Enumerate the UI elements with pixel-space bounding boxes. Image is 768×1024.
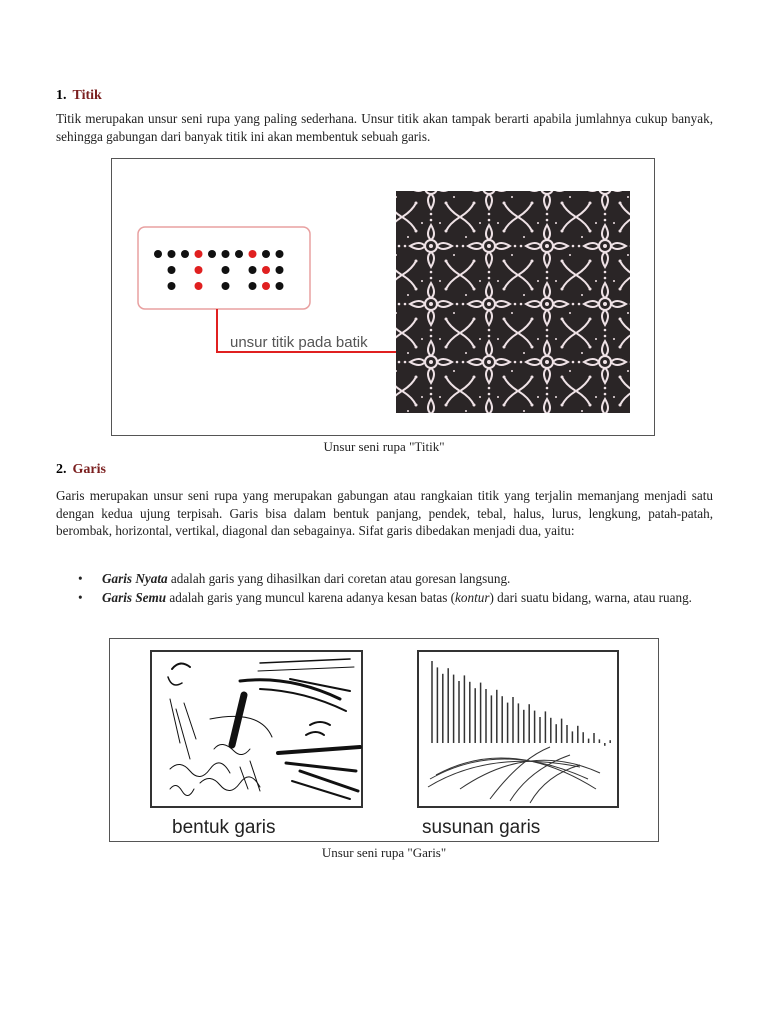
bentuk-garis-box: [151, 651, 362, 807]
caption-garis: Unsur seni rupa "Garis": [321, 845, 447, 860]
dot: [168, 250, 176, 258]
figure-label-bentuk-garis: bentuk garis: [172, 817, 276, 838]
figure-garis-illustration: [110, 639, 657, 840]
dot: [276, 250, 284, 258]
list-item: [78, 570, 718, 588]
figure-titik: [111, 158, 655, 436]
section-heading-garis: [56, 462, 106, 478]
section-title: Titik: [72, 88, 102, 103]
paragraph-garis: Garis merupakan unsur seni rupa yang merupakan gabungan atau rangkaian titik yang terjalin memanjang menjadi satu dengan kedua ujung terpisah. Garis bisa dalam bentuk panjang, pendek, tebal, halus, lurus, lengkung, patah-patah, berombak, horizontal, vertikal, diagonal dan sebagainya. Sifat garis dibedakan menjadi dua, yaitu:: [56, 488, 713, 538]
section-title: Garis: [72, 462, 106, 477]
list-item: [78, 589, 718, 607]
dot: [262, 250, 270, 258]
dot: [168, 266, 176, 274]
dot: [276, 266, 284, 274]
bullet-text: adalah garis yang dihasilkan dari coretan atau goresan langsung.: [167, 571, 511, 586]
dot: [222, 266, 230, 274]
dot: [181, 250, 189, 258]
paragraph-titik: Titik merupakan unsur seni rupa yang paling sederhana. Unsur titik akan tampak berarti apabila jumlahnya cukup banyak, sehingga gabungan dari banyak titik ini akan membentuk sebuah garis.: [56, 111, 713, 144]
dot: [262, 282, 270, 290]
dot: [222, 282, 230, 290]
bullet-icon: •: [78, 571, 83, 586]
bullet-icon: •: [78, 589, 83, 605]
section-number: 2.: [56, 462, 67, 477]
bullet-text: ) dari suatu bidang, warna, atau ruang.: [489, 589, 692, 605]
dot: [195, 282, 203, 290]
bullet-term: Garis Nyata: [102, 571, 168, 586]
bullet-text: adalah garis yang muncul karena adanya kesan batas (: [166, 589, 456, 605]
dot: [222, 250, 230, 258]
caption-titik: Unsur seni rupa "Titik": [323, 439, 445, 454]
figure-label-titik: unsur titik pada batik: [230, 334, 368, 351]
dot: [262, 266, 270, 274]
bullet-italic: kontur: [455, 589, 490, 605]
dot: [195, 266, 203, 274]
dot: [195, 250, 203, 258]
dot: [249, 282, 257, 290]
figure-label-susunan-garis: susunan garis: [422, 817, 541, 838]
dot: [168, 282, 176, 290]
dot: [154, 250, 162, 258]
dot: [249, 250, 257, 258]
dot: [276, 282, 284, 290]
figure-garis: [109, 638, 659, 842]
figure-titik-illustration: [112, 159, 653, 434]
bullet-term: Garis Semu: [102, 589, 167, 605]
dot: [249, 266, 257, 274]
batik-photo: [396, 191, 630, 413]
section-heading-titik: [56, 88, 102, 104]
bullet-list: [78, 570, 718, 607]
dot: [208, 250, 216, 258]
section-number: 1.: [56, 88, 67, 103]
dot: [235, 250, 243, 258]
